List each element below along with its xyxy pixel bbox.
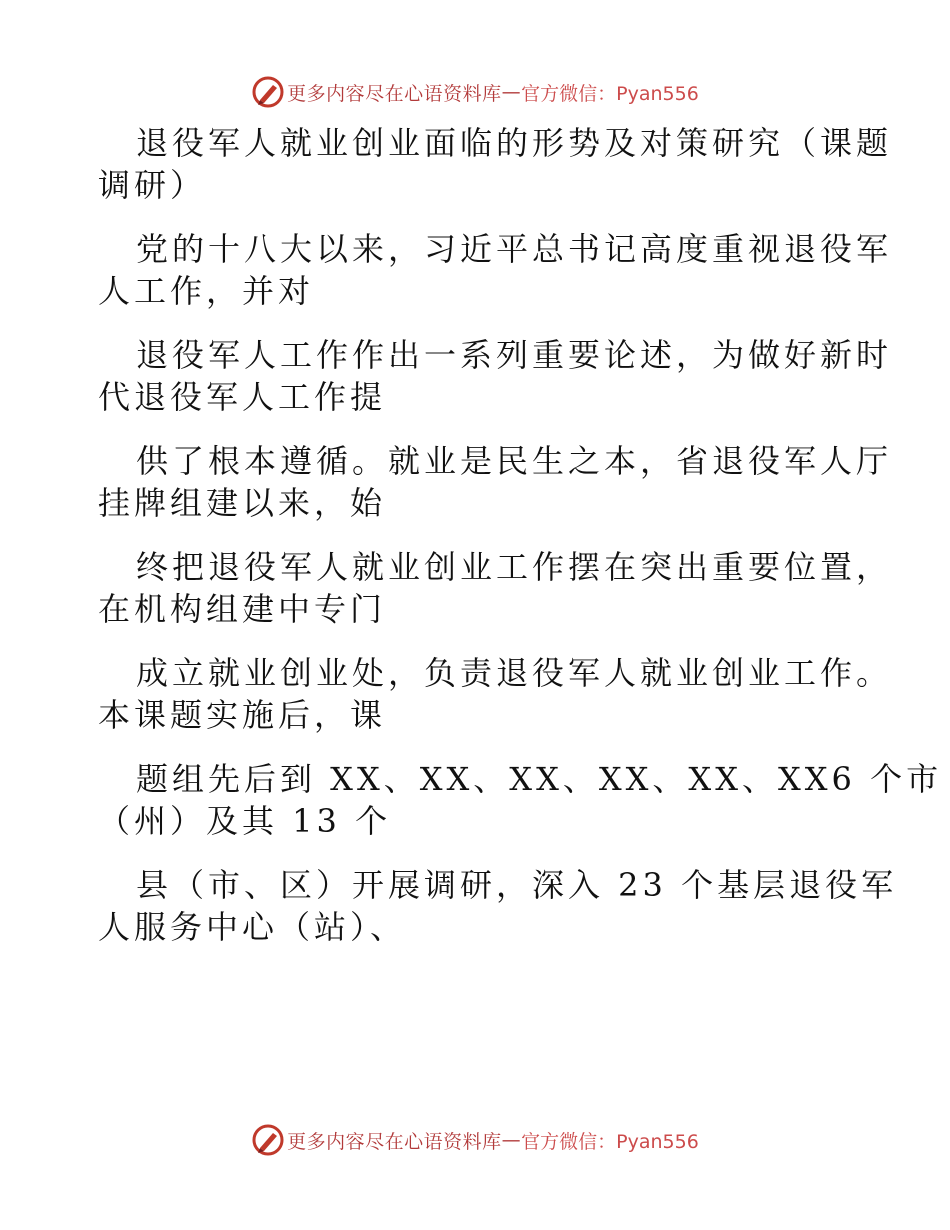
- paragraph: [98, 334, 893, 418]
- paragraph-line: 终把退役军人就业创业工作摆在突出重要位置，: [136, 548, 893, 586]
- header-contact-text: 官方微信：Pyan556: [521, 82, 699, 105]
- paragraph-line: （州）及其 13 个: [98, 802, 392, 840]
- header-separator: —: [501, 81, 522, 103]
- header-banner: [0, 72, 950, 112]
- paragraph-line: 在机构组建中专门: [98, 590, 387, 628]
- paragraph: [98, 228, 893, 312]
- footer-contact-text: 官方微信：Pyan556: [521, 1130, 699, 1153]
- paragraph-line: 成立就业创业处，负责退役军人就业创业工作。: [136, 654, 893, 692]
- header-site-text: 更多内容尽在心语资料库: [287, 82, 502, 105]
- paragraph-line: 退役军人工作作出一系列重要论述，为做好新时: [136, 336, 893, 374]
- paragraph: [98, 546, 893, 630]
- document-body: [98, 122, 943, 948]
- paragraph: [98, 440, 893, 524]
- paragraph-line: 代退役军人工作提: [98, 378, 387, 416]
- pen-logo-icon: [251, 1123, 285, 1157]
- paragraph-line: 本课题实施后，课: [98, 696, 387, 734]
- paragraph-line: 人工作，并对: [98, 272, 315, 310]
- footer-banner: [0, 1120, 950, 1160]
- paragraph-line: 党的十八大以来，习近平总书记高度重视退役军: [136, 230, 893, 268]
- paragraph-line: 题组先后到 XX、XX、XX、XX、XX、XX6 个市: [136, 760, 943, 798]
- footer-site-text: 更多内容尽在心语资料库: [287, 1130, 502, 1153]
- paragraph-line: 调研）: [98, 166, 207, 204]
- paragraph: [98, 122, 893, 206]
- pen-logo-icon: [251, 75, 285, 109]
- paragraph: [98, 758, 943, 842]
- paragraph-line: 县（市、区）开展调研，深入 23 个基层退役军: [136, 866, 898, 904]
- paragraph-line: 人服务中心（站）、: [98, 908, 407, 946]
- paragraph-line: 挂牌组建以来，始: [98, 484, 387, 522]
- paragraph: [98, 652, 893, 736]
- paragraph-line: 退役军人就业创业面临的形势及对策研究（课题: [136, 124, 893, 162]
- paragraph-line: 供了根本遵循。就业是民生之本，省退役军人厅: [136, 442, 893, 480]
- paragraph: [98, 864, 898, 948]
- footer-separator: —: [501, 1129, 522, 1151]
